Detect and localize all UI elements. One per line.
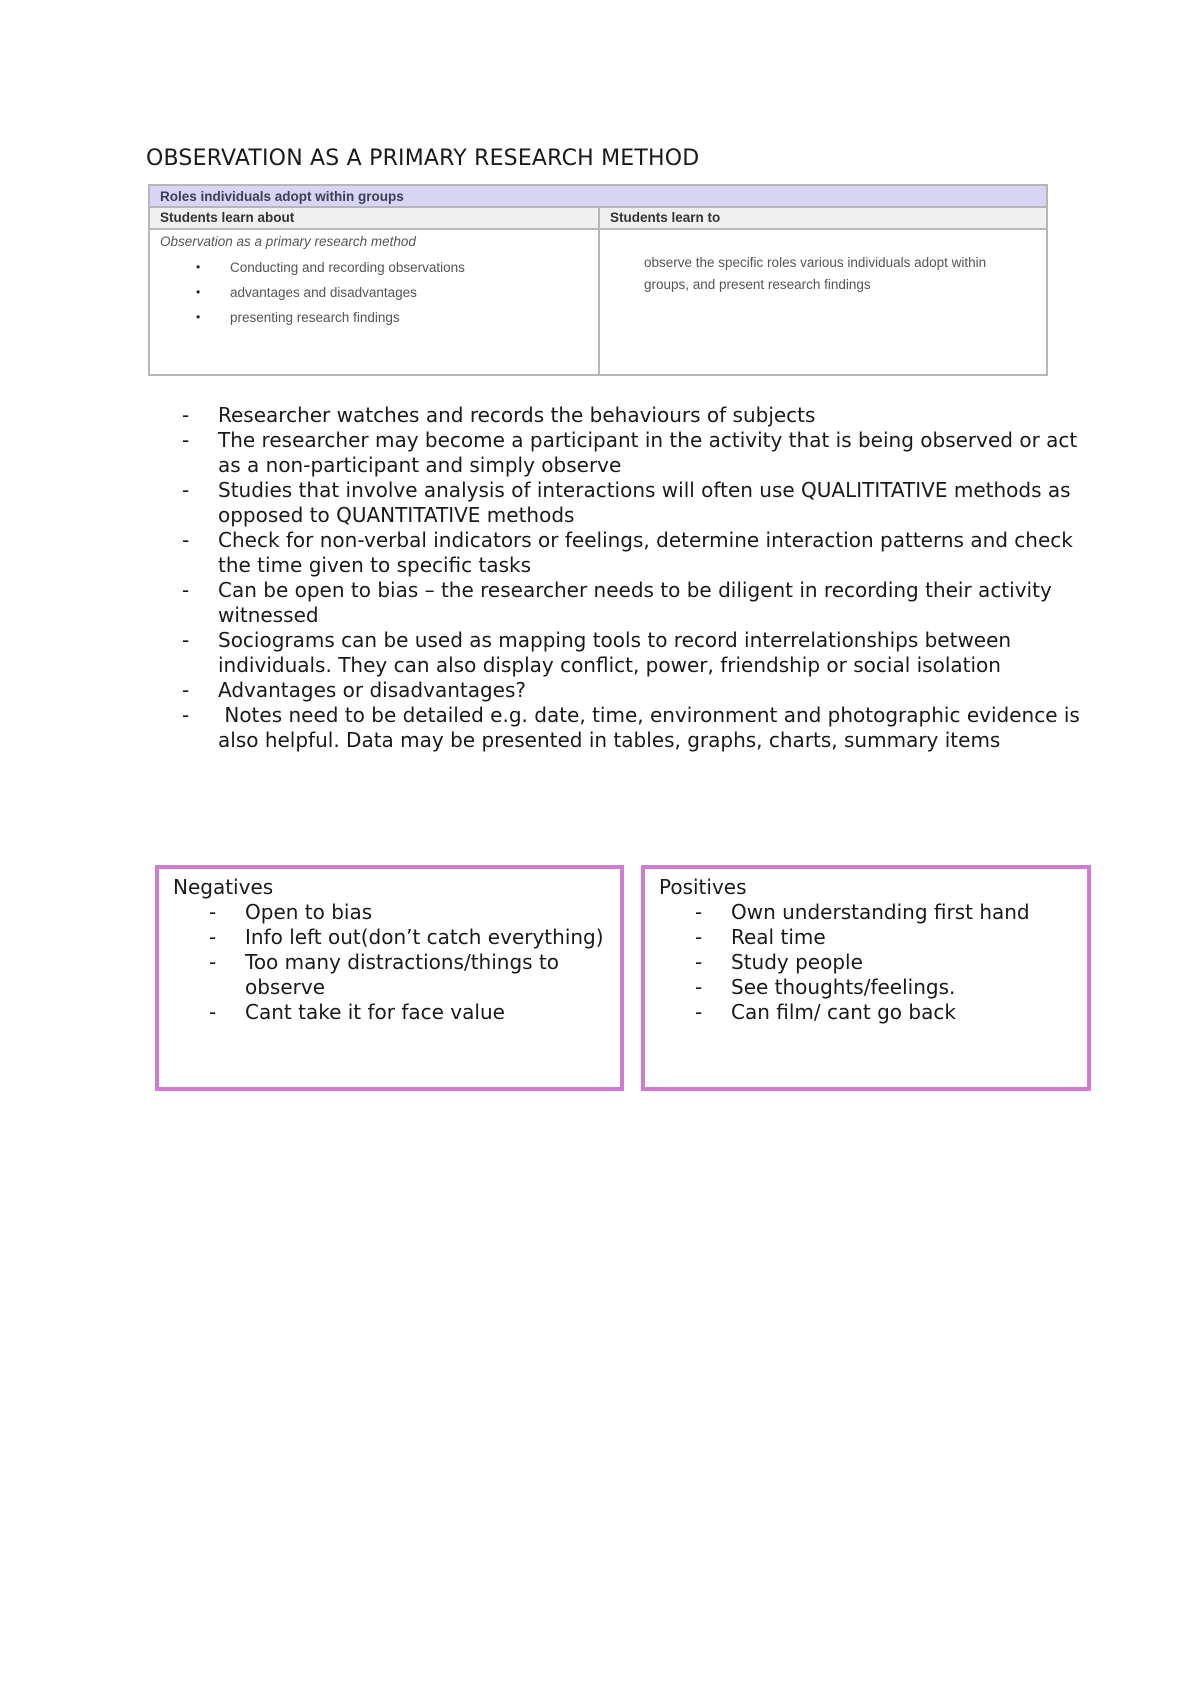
negatives-title: Negatives <box>173 875 274 899</box>
syllabus-topic: Roles individuals adopt within groups <box>150 186 1046 208</box>
dash-icon: - <box>695 1000 703 1024</box>
dash-icon: - <box>695 925 703 949</box>
negative-item <box>209 1000 620 1025</box>
positives-box <box>641 865 1091 1091</box>
negative-item <box>209 950 620 1000</box>
syllabus-item-text: advantages and disadvantages <box>230 285 417 300</box>
negative-text: Info left out(don’t catch everything) <box>245 925 604 949</box>
dash-icon: - <box>695 950 703 974</box>
syllabus-learn-to-cell <box>600 230 1046 374</box>
bullet-icon: • <box>196 260 201 274</box>
syllabus-learn-about-cell <box>150 230 600 374</box>
positive-text: Study people <box>731 950 863 974</box>
bullet-icon: • <box>196 310 201 324</box>
dash-icon: - <box>182 528 190 552</box>
positive-text: Real time <box>731 925 826 949</box>
note-text: Studies that involve analysis of interactions will often use QUALITITATIVE methods as opposed to QUANTITATIVE methods <box>218 478 1071 527</box>
positive-text: Own understanding first hand <box>731 900 1030 924</box>
positive-item <box>695 975 1087 1000</box>
syllabus-body <box>150 230 1046 374</box>
dash-icon: - <box>209 900 217 924</box>
dash-icon: - <box>182 703 190 727</box>
dash-icon: - <box>182 478 190 502</box>
note-text: Check for non-verbal indicators or feelings, determine interaction patterns and check the time given to specific tasks <box>218 528 1073 577</box>
syllabus-header-row <box>150 208 1046 230</box>
note-item <box>182 678 1082 703</box>
positive-item <box>695 900 1087 925</box>
negative-text: Too many distractions/things to observe <box>245 950 560 999</box>
positive-item <box>695 950 1087 975</box>
note-text: Sociograms can be used as mapping tools to record interrelationships between individuals. They can also display conflict, power, friendship or social isolation <box>218 628 1012 677</box>
negative-text: Open to bias <box>245 900 373 924</box>
dash-icon: - <box>209 950 217 974</box>
bullet-icon: • <box>196 285 201 299</box>
negatives-list <box>173 900 620 1025</box>
syllabus-header-learn-about: Students learn about <box>150 208 600 228</box>
note-text: Researcher watches and records the behaviours of subjects <box>218 403 816 427</box>
note-text: Notes need to be detailed e.g. date, time, environment and photographic evidence is also helpful. Data may be presented in tables, graphs, charts, summary items <box>218 703 1087 752</box>
syllabus-list <box>160 255 598 330</box>
note-item <box>182 703 1087 753</box>
note-item <box>182 628 1082 678</box>
negative-item <box>209 900 620 925</box>
syllabus-item-text: presenting research findings <box>230 310 400 325</box>
note-text: The researcher may become a participant in the activity that is being observed or act as a non-participant and simply observe <box>218 428 1078 477</box>
negative-text: Cant take it for face value <box>245 1000 505 1024</box>
dash-icon: - <box>182 578 190 602</box>
dash-icon: - <box>182 428 190 452</box>
syllabus-table <box>148 184 1048 376</box>
positive-item <box>695 925 1087 950</box>
positives-title: Positives <box>659 875 747 899</box>
negative-item <box>209 925 620 950</box>
note-text: Advantages or disadvantages? <box>218 678 527 702</box>
dash-icon: - <box>695 900 703 924</box>
dash-icon: - <box>695 975 703 999</box>
dash-icon: - <box>209 1000 217 1024</box>
dash-icon: - <box>182 678 190 702</box>
dash-icon: - <box>182 628 190 652</box>
page-title: OBSERVATION AS A PRIMARY RESEARCH METHOD <box>146 146 700 171</box>
positive-item <box>695 1000 1087 1025</box>
positive-text: See thoughts/feelings. <box>731 975 956 999</box>
negatives-box <box>155 865 624 1091</box>
note-text: Can be open to bias – the researcher needs to be diligent in recording their activity witnessed <box>218 578 1052 627</box>
dash-icon: - <box>209 925 217 949</box>
syllabus-header-learn-to: Students learn to <box>610 210 721 225</box>
syllabus-outcome: observe the specific roles various individuals adopt within groups, and present research findings <box>644 255 987 292</box>
positive-text: Can film/ cant go back <box>731 1000 956 1024</box>
note-item <box>182 403 1082 428</box>
syllabus-item <box>196 305 598 330</box>
note-item <box>182 528 1082 578</box>
positives-list <box>659 900 1087 1025</box>
note-item <box>182 478 1082 528</box>
note-item <box>182 578 1082 628</box>
syllabus-subtitle: Observation as a primary research method <box>160 234 416 249</box>
notes-list <box>182 403 1087 753</box>
dash-icon: - <box>182 403 190 427</box>
note-item <box>182 428 1082 478</box>
syllabus-item <box>196 280 598 305</box>
syllabus-item <box>196 255 598 280</box>
syllabus-item-text: Conducting and recording observations <box>230 260 465 275</box>
